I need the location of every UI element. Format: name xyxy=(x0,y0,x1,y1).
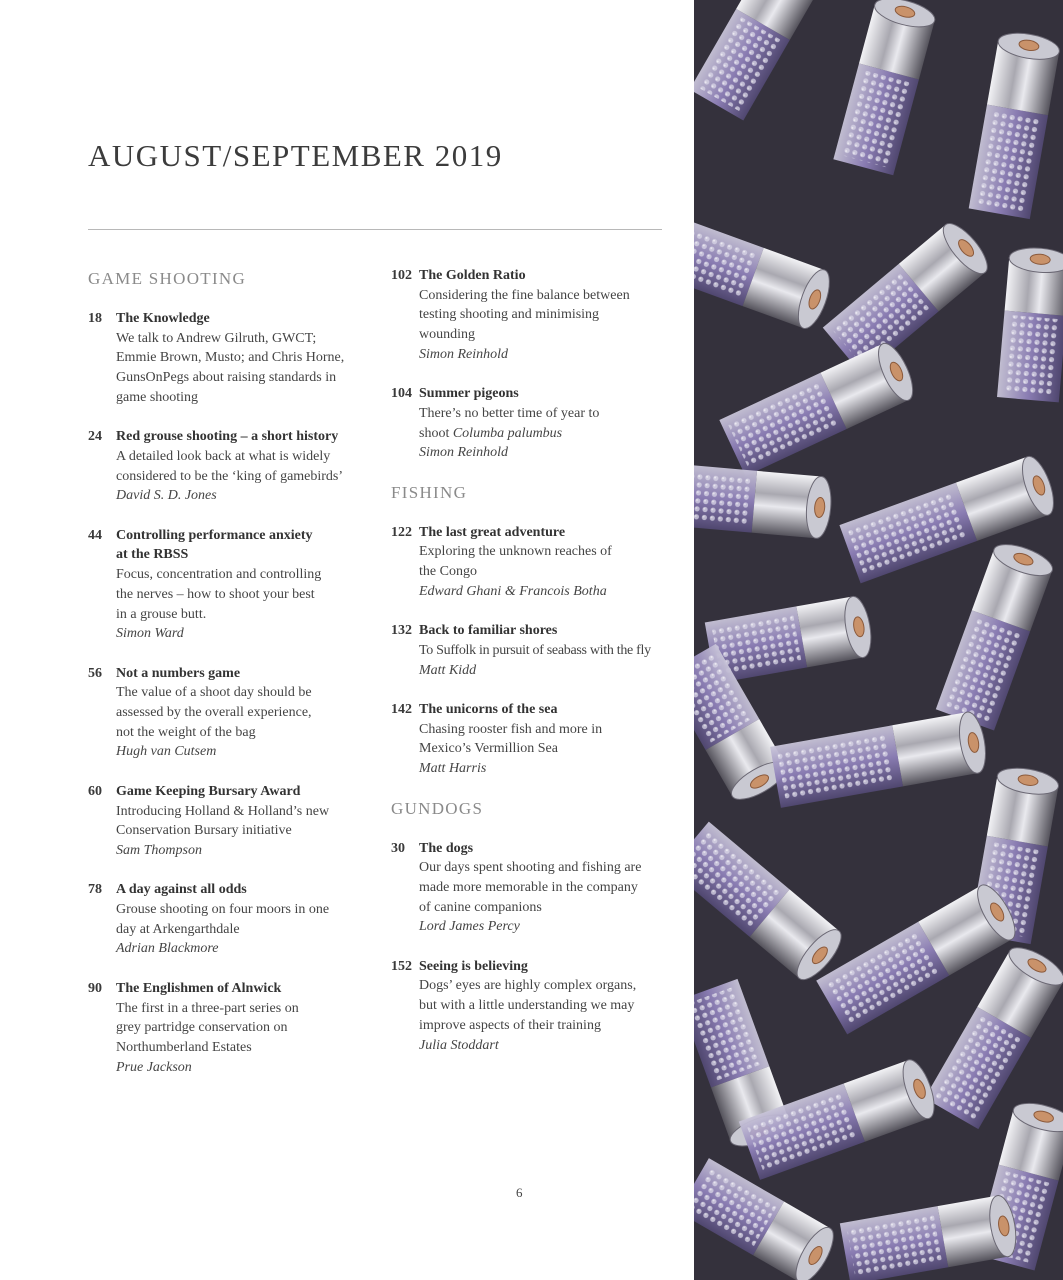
entry-description-line: the Congo xyxy=(419,564,477,580)
entry-page-number: 30 xyxy=(391,840,405,856)
contents-entry[interactable] xyxy=(391,839,681,938)
contents-entry[interactable] xyxy=(391,957,681,1056)
contents-entry[interactable] xyxy=(88,782,378,861)
entry-title: Back to familiar shores xyxy=(419,623,558,639)
entry-description-line: Emmie Brown, Musto; and Chris Horne, xyxy=(116,350,345,366)
entry-title: Red grouse shooting – a short history xyxy=(116,429,339,445)
entry-description-line: Our days spent shooting and fishing are xyxy=(419,860,642,876)
entry-description-line: wounding xyxy=(419,327,475,343)
contents-entry[interactable] xyxy=(88,309,378,408)
entry-author: Simon Reinhold xyxy=(419,346,509,362)
entry-title: The Englishmen of Alnwick xyxy=(116,980,282,996)
entry-description-line: Exploring the unknown reaches of xyxy=(419,544,612,560)
entry-title: The last great adventure xyxy=(419,524,566,540)
entry-description-line: Considering the fine balance between xyxy=(419,287,630,303)
entry-title: The dogs xyxy=(419,840,474,856)
entry-author: Adrian Blackmore xyxy=(116,941,219,957)
entry-description-line: day at Arkengarthdale xyxy=(116,921,240,937)
contents-entry[interactable] xyxy=(88,880,378,959)
entry-title: Game Keeping Bursary Award xyxy=(116,783,301,799)
contents-entry[interactable] xyxy=(88,979,378,1078)
cartridges-photo xyxy=(694,0,1063,1280)
contents-entry[interactable] xyxy=(88,526,378,644)
section-heading-gundogs: GUNDOGS xyxy=(391,798,484,818)
entry-description-line: Dogs’ eyes are highly complex organs, xyxy=(419,978,637,994)
entry-description-line-mixed xyxy=(419,424,681,444)
entry-author: David S. D. Jones xyxy=(116,488,217,504)
entry-author: Prue Jackson xyxy=(116,1059,192,1075)
contents-entry[interactable] xyxy=(391,266,681,365)
entry-description-line: in a grouse butt. xyxy=(116,606,207,622)
entry-description-line: improve aspects of their training xyxy=(419,1017,601,1033)
entry-description-line: To Suffolk in pursuit of seabass with the fly xyxy=(419,642,651,658)
entry-description-line: assessed by the overall experience, xyxy=(116,705,312,721)
entry-page-number: 132 xyxy=(391,623,412,639)
entry-page-number: 152 xyxy=(391,958,412,974)
entry-author: Hugh van Cutsem xyxy=(116,744,217,760)
entry-page-number: 44 xyxy=(88,527,102,543)
cartridges-illustration xyxy=(694,0,1063,1280)
entry-author: Lord James Percy xyxy=(419,919,520,935)
contents-entry[interactable] xyxy=(88,664,378,763)
entry-author: Matt Harris xyxy=(419,761,487,777)
entry-title: The Golden Ratio xyxy=(419,268,526,283)
page-title: AUGUST/SEPTEMBER 2019 xyxy=(88,138,503,173)
entry-description-line: We talk to Andrew Gilruth, GWCT; xyxy=(116,330,317,346)
entry-page-number: 104 xyxy=(391,386,412,402)
entry-description-line: The first in a three-part series on xyxy=(116,1000,299,1016)
entry-title: Controlling performance anxiety xyxy=(116,527,313,543)
entry-author: Simon Ward xyxy=(116,626,184,642)
entry-description-line: testing shooting and minimising xyxy=(419,307,600,323)
entry-page-number: 24 xyxy=(88,429,102,445)
contents-entry[interactable] xyxy=(391,621,681,680)
entry-description-line: considered to be the ‘king of gamebirds’ xyxy=(116,468,344,484)
entry-description-line: Grouse shooting on four moors in one xyxy=(116,902,330,918)
entry-description-line: grey partridge conservation on xyxy=(116,1020,288,1036)
entry-description-line: not the weight of the bag xyxy=(116,724,256,740)
entry-description-line: Conservation Bursary initiative xyxy=(116,823,292,839)
entry-author: Julia Stoddart xyxy=(419,1037,499,1053)
entry-title: The Knowledge xyxy=(116,311,210,326)
entry-title: A day against all odds xyxy=(116,882,247,898)
left-column xyxy=(88,266,378,1097)
entry-title: Not a numbers game xyxy=(116,665,241,681)
entry-description-line: A detailed look back at what is widely xyxy=(116,448,331,464)
entry-description-line: Focus, concentration and controlling xyxy=(116,567,322,583)
entry-title: The unicorns of the sea xyxy=(419,702,558,717)
entry-description-line: Northumberland Estates xyxy=(116,1039,252,1055)
contents-entry[interactable] xyxy=(391,523,681,602)
entry-page-number: 122 xyxy=(391,524,412,540)
contents-entry[interactable] xyxy=(391,700,681,779)
title-divider xyxy=(88,229,662,230)
entry-description-line: the nerves – how to shoot your best xyxy=(116,586,315,602)
entry-page-number: 60 xyxy=(88,783,102,799)
section-heading-game-shooting: GAME SHOOTING xyxy=(88,269,247,288)
desc-prefix: shoot xyxy=(419,425,453,441)
entry-page-number: 142 xyxy=(391,702,412,717)
entry-page-number: 102 xyxy=(391,268,412,283)
entry-description-line: of canine companions xyxy=(419,899,542,915)
entry-description-line: Chasing rooster fish and more in xyxy=(419,721,603,737)
entry-author: Sam Thompson xyxy=(116,842,202,858)
entry-description-line: Mexico’s Vermillion Sea xyxy=(419,741,558,757)
entry-description-line: There’s no better time of year to xyxy=(419,405,600,421)
entry-author: Matt Kidd xyxy=(419,662,477,678)
page-number: 6 xyxy=(516,1185,523,1200)
entry-page-number: 78 xyxy=(88,882,102,898)
entry-author: Edward Ghani & Francois Botha xyxy=(419,583,607,599)
entry-title: Seeing is believing xyxy=(419,958,528,974)
entry-description-line: GunsOnPegs about raising standards in xyxy=(116,370,337,386)
contents-entry[interactable] xyxy=(391,384,681,463)
entry-description-line: but with a little understanding we may xyxy=(419,998,635,1014)
entry-description-line: The value of a shoot day should be xyxy=(116,685,312,701)
entry-title-line-2: at the RBSS xyxy=(116,547,189,563)
section-heading-fishing: FISHING xyxy=(391,482,468,502)
entry-page-number: 90 xyxy=(88,980,102,996)
desc-italic-species: Columba palumbus xyxy=(452,425,563,441)
contents-entry[interactable] xyxy=(88,427,378,506)
right-column xyxy=(391,266,681,1075)
entry-author: Simon Reinhold xyxy=(419,445,509,461)
entry-description-line: made more memorable in the company xyxy=(419,879,638,895)
entry-description-line: game shooting xyxy=(116,389,199,405)
entry-page-number: 56 xyxy=(88,665,102,681)
entry-title: Summer pigeons xyxy=(419,386,519,402)
entry-page-number: 18 xyxy=(88,311,102,326)
entry-description-line: Introducing Holland & Holland’s new xyxy=(116,803,330,819)
